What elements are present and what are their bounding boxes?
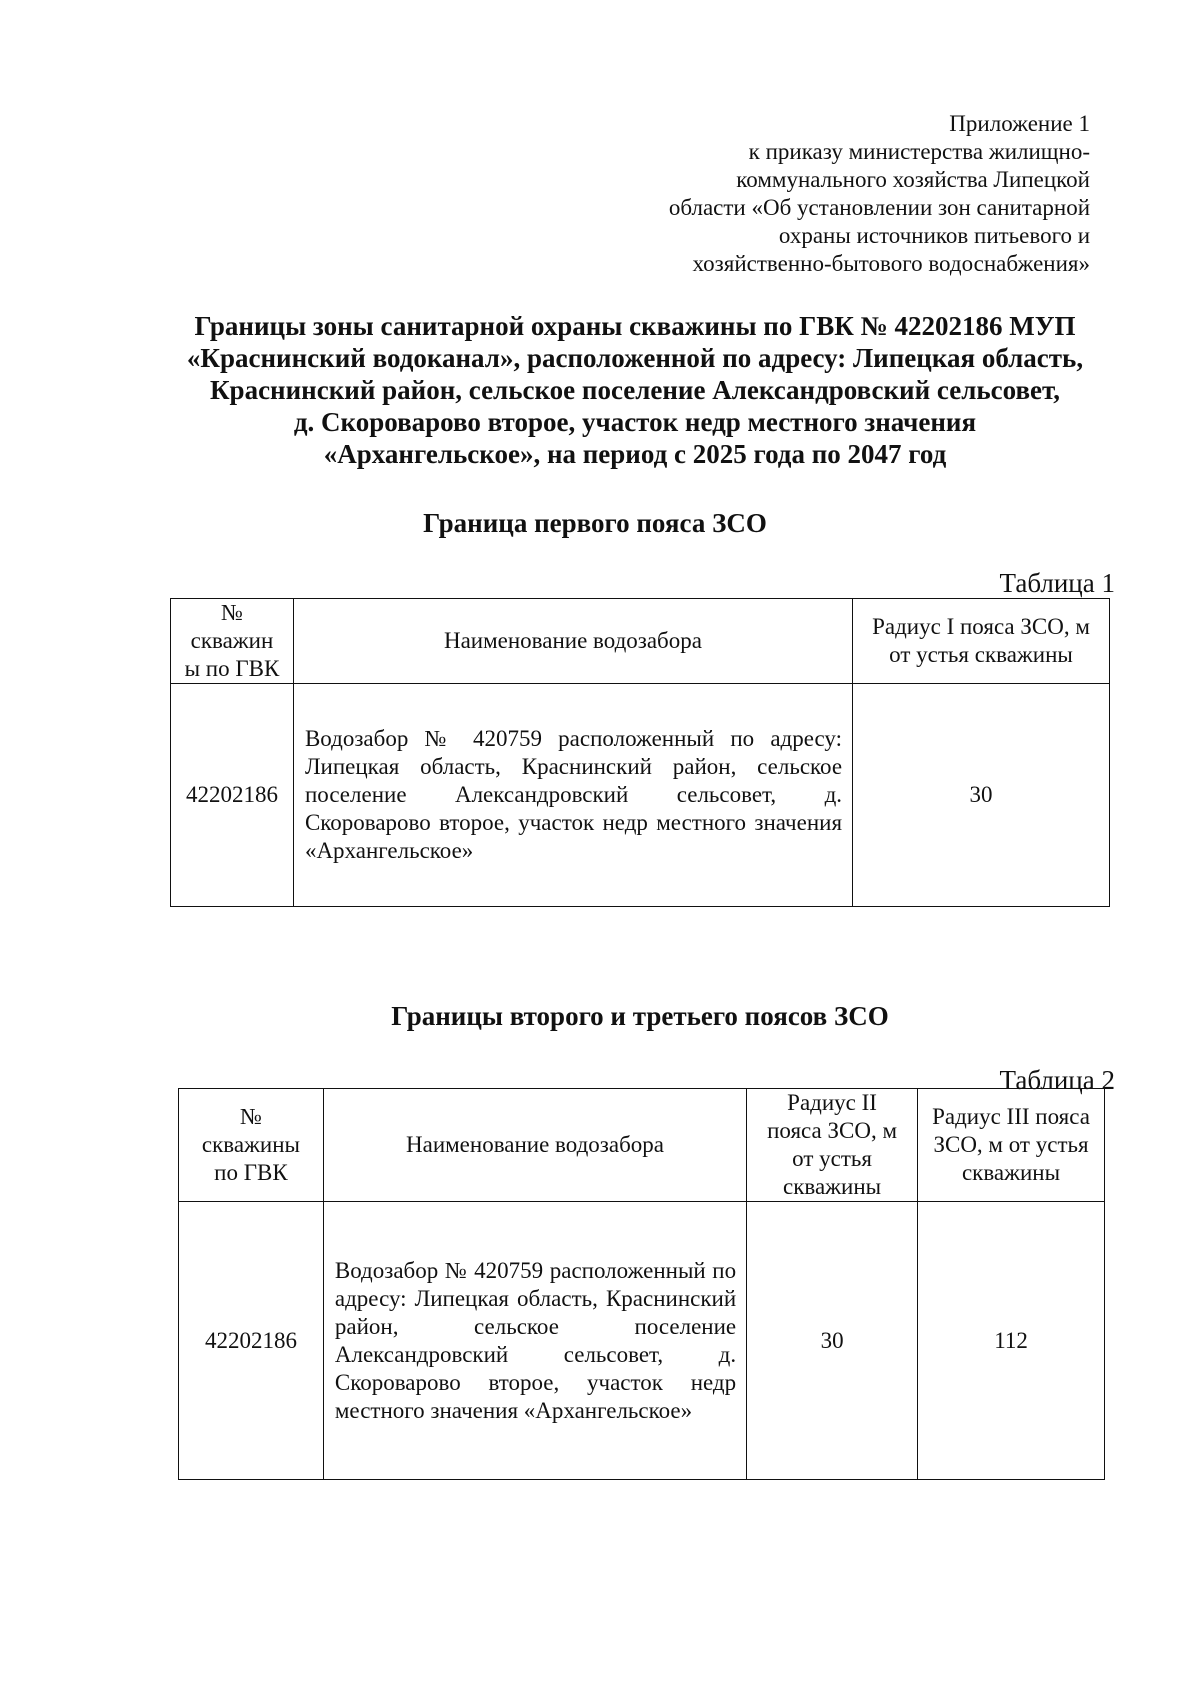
title-line: Краснинский район, сельское поселение Александровский сельсовет, xyxy=(209,375,1061,405)
table-first-zone xyxy=(170,598,1110,907)
title-line: Границы зоны санитарной охраны скважины по ГВК № 42202186 МУП xyxy=(194,311,1076,341)
title-line: д. Скороварово второе, участок недр местного значения xyxy=(293,407,977,437)
section1-title: Граница первого пояса ЗСО xyxy=(423,508,767,538)
table-row xyxy=(171,684,1110,907)
table1-cell-description xyxy=(293,684,852,907)
table1-header-radius1-text: Радиус I пояса ЗСО, м от устья скважины xyxy=(872,614,1090,667)
table2-header-radius3 xyxy=(918,1089,1105,1202)
table1-header-row xyxy=(171,599,1110,684)
table2-caption: Таблица 2 xyxy=(999,1065,1115,1095)
table2-header-radius2-text: Радиус II пояса ЗСО, м от устья скважины xyxy=(767,1090,898,1199)
table2-header-radius2 xyxy=(747,1089,918,1202)
table-second-third-zones xyxy=(178,1088,1105,1480)
table2-header-row xyxy=(179,1089,1105,1202)
table2-cell-radius2: 30 xyxy=(747,1202,918,1480)
table2-cell-radius3: 112 xyxy=(918,1202,1105,1480)
table1-header-number-text: № скважин ы по ГВК xyxy=(184,600,280,681)
section2-title: Границы второго и третьего поясов ЗСО xyxy=(391,1001,889,1031)
table2-description-text: Водозабор № 420759 расположенный по адресу: Липецкая область, Краснинский район, сельское поселение Александровский сельсовет, д. Скороварово второе, участок недр местного значения «Архангельское» xyxy=(334,1257,737,1423)
appendix-line: коммунального хозяйства Липецкой xyxy=(736,167,1090,192)
table2-header-number-text: № скважины по ГВК xyxy=(201,1104,300,1185)
title-line: «Краснинский водоканал», расположенной по адресу: Липецкая область, xyxy=(186,343,1084,373)
appendix-line: к приказу министерства жилищно- xyxy=(748,139,1090,164)
table1-header-number xyxy=(171,599,294,684)
table1-cell-radius1: 30 xyxy=(853,684,1110,907)
table2-header-radius3-text: Радиус III пояса ЗСО, м от устья скважины xyxy=(932,1104,1090,1185)
table1-cell-number: 42202186 xyxy=(171,684,294,907)
table1-header-name: Наименование водозабора xyxy=(293,599,852,684)
appendix-line: хозяйственно-бытового водоснабжения» xyxy=(692,251,1090,276)
table-row xyxy=(179,1202,1105,1480)
title-line: «Архангельское», на период с 2025 года по 2047 год xyxy=(323,439,947,469)
table1-header-radius1 xyxy=(853,599,1110,684)
table2-header-name: Наименование водозабора xyxy=(323,1089,746,1202)
appendix-line: области «Об установлении зон санитарной xyxy=(668,195,1090,220)
table2-header-number xyxy=(179,1089,324,1202)
table1-description-text: Водозабор № 420759 расположенный по адресу: Липецкая область, Краснинский район, сельское поселение Александровский сельсовет, д. Скороварово второе, участок недр местного значения «Архангельское» xyxy=(304,726,843,863)
document-title xyxy=(140,310,1130,470)
appendix-line: Приложение 1 xyxy=(949,111,1090,136)
table2-cell-description xyxy=(323,1202,746,1480)
table2-cell-number: 42202186 xyxy=(179,1202,324,1480)
appendix-line: охраны источников питьевого и xyxy=(778,223,1090,248)
table1-caption: Таблица 1 xyxy=(999,568,1115,598)
appendix-block xyxy=(570,110,1090,278)
